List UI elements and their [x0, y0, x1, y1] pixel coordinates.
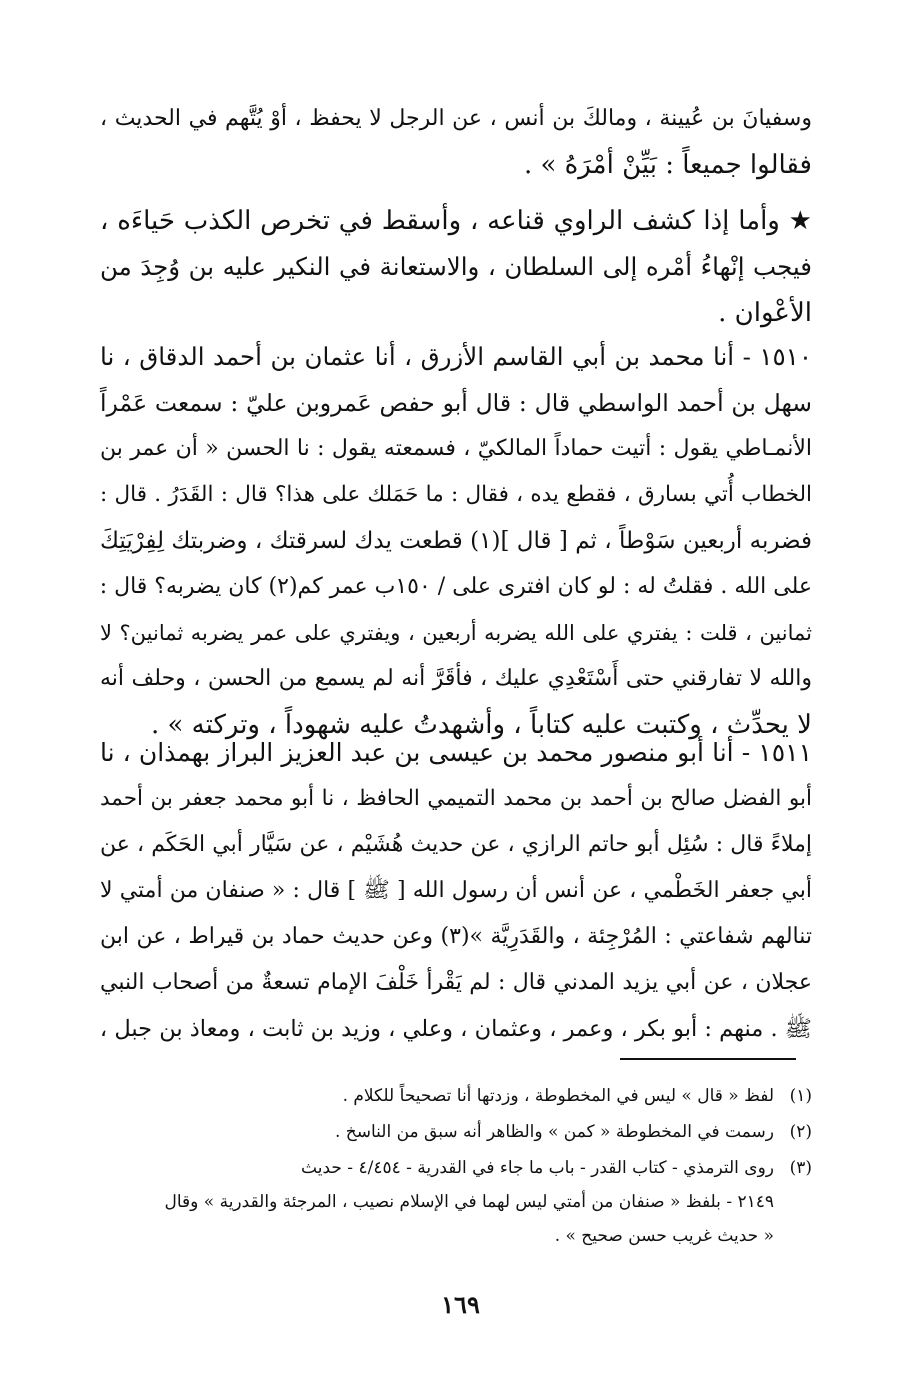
- text-line: الأنمـاطي يقول : أتيت حماداً المالكيّ ، فسمعته يقول : نا الحسن « أن عمر بن: [100, 436, 812, 461]
- paragraph-2: [100, 198, 812, 336]
- footnote-text: « حديث غريب حسن صحيح » .: [554, 1226, 774, 1246]
- text-line: ﷺ . منهم : أبو بكر ، وعمر ، وعثمان ، وعلي ، وزيد بن ثابت ، ومعاذ بن جبل ،: [99, 1016, 812, 1042]
- text-line: والله لا تفارقني حتى أَسْتَعْدِي عليك ، فأقَرَّ أنه لم يسمع من الحسن ، وحلف أنه: [100, 666, 812, 691]
- footnote-text: لفظ « قال » ليس في المخطوطة ، وزدتها أنا تصحيحاً للكلام .: [342, 1086, 774, 1106]
- text-line: تنالهم شفاعتي : المُرْجِئة ، والقَدَرِيَّة »(٣) وعن حديث حماد بن قيراط ، عن ابن: [100, 924, 812, 949]
- footnote-number: (٣): [789, 1158, 812, 1178]
- text-line: أبو الفضل صالح بن أحمد بن محمد التميمي الحافظ ، نا أبو محمد جعفر بن أحمد: [100, 786, 812, 811]
- footnote-number: (١): [789, 1086, 812, 1106]
- text-line: وسفيانَ بن عُيينة ، ومالكَ بن أنس ، عن الرجل لا يحفظ ، أوْ يُتَّهم في الحديث ،: [100, 106, 812, 131]
- footnote-text: ٢١٤٩ - بلفظ « صنفان من أمتي ليس لهما في الإسلام نصيب ، المرجئة والقدرية » وقال: [164, 1192, 774, 1212]
- text-line: على الله . فقلتُ له : لو كان افترى على / ١٥٠ب عمر كم(٢) كان يضربه؟ قال :: [99, 574, 812, 599]
- text-line: ★ وأما إذا كشف الراوي قناعه ، وأسقط في تخرص الكذب حَياءَه ،: [100, 206, 812, 236]
- text-line: فقالوا جميعاً : بَيِّنْ أمْرَهُ » .: [523, 150, 812, 180]
- text-line: لا يحدِّث ، وكتبت عليه كتاباً ، وأشهدتُ عليه شهوداً ، وتركته » .: [150, 710, 812, 740]
- text-line: إملاءً قال : سُئِل أبو حاتم الرازي ، عن حديث هُشَيْم ، عن سَيَّار أبي الحَكَم ، عن: [100, 832, 812, 857]
- footnote-text: روى الترمذي - كتاب القدر - باب ما جاء في القدرية - ٤/٤٥٤ - حديث: [301, 1158, 774, 1178]
- text-line: ١٥١١ - أنا أبو منصور محمد بن عيسى بن عبد العزيز البراز بهمذان ، نا: [100, 738, 812, 767]
- text-line: أبي جعفر الخَطْمي ، عن أنس أن رسول الله [ ﷺ ] قال : « صنفان من أمتي لا: [100, 878, 812, 903]
- footnote-1: [100, 1080, 812, 1112]
- footnote-3: [100, 1152, 812, 1184]
- text-line: الأعْوان .: [718, 298, 812, 328]
- footnote-3-continued: [100, 1220, 812, 1252]
- text-line: ١٥١٠ - أنا محمد بن أبي القاسم الأزرق ، أنا عثمان بن أحمد الدقاق ، نا: [100, 342, 812, 371]
- text-line: سهل بن أحمد الواسطي قال : قال أبو حفص عَمروبن عليّ : سمعت عَمْراً: [100, 389, 812, 417]
- text-line: الخطاب أُتي بسارق ، فقطع يده ، فقال : ما حَمَلك على هذا؟ قال : القَدَرُ . قال :: [100, 482, 812, 507]
- text-line: عجلان ، عن أبي يزيد المدني قال : لم يَقْرأ خَلْفَ الإمام تسعةٌ من أصحاب النبي: [100, 970, 812, 995]
- footnote-2: [100, 1116, 812, 1148]
- text-line: فيجب إنْهاءُ أمْره إلى السلطان ، والاستعانة في النكير عليه بن وُجِدَ من: [100, 252, 812, 281]
- footnote-number: (٢): [789, 1122, 812, 1142]
- paragraph-1: [100, 96, 812, 188]
- text-line: ثمانين ، قلت : يفتري على الله يضربه أربعين ، ويفتري على عمر يضربه ثمانين؟ لا: [100, 621, 812, 645]
- footnote-text: رسمت في المخطوطة « كمن » والظاهر أنه سبق من الناسخ .: [334, 1122, 774, 1142]
- footnote-separator: [620, 1058, 796, 1060]
- page-number: ١٦٩: [441, 1290, 480, 1319]
- footnote-3-continued: [100, 1186, 812, 1218]
- paragraph-1510: [100, 334, 812, 748]
- text-line: فضربه أربعين سَوْطاً ، ثم [ قال ](١) قطعت يدك لسرقتك ، وضربتك لِفِرْيَتِكَ: [100, 528, 813, 554]
- paragraph-1511: [100, 730, 812, 1052]
